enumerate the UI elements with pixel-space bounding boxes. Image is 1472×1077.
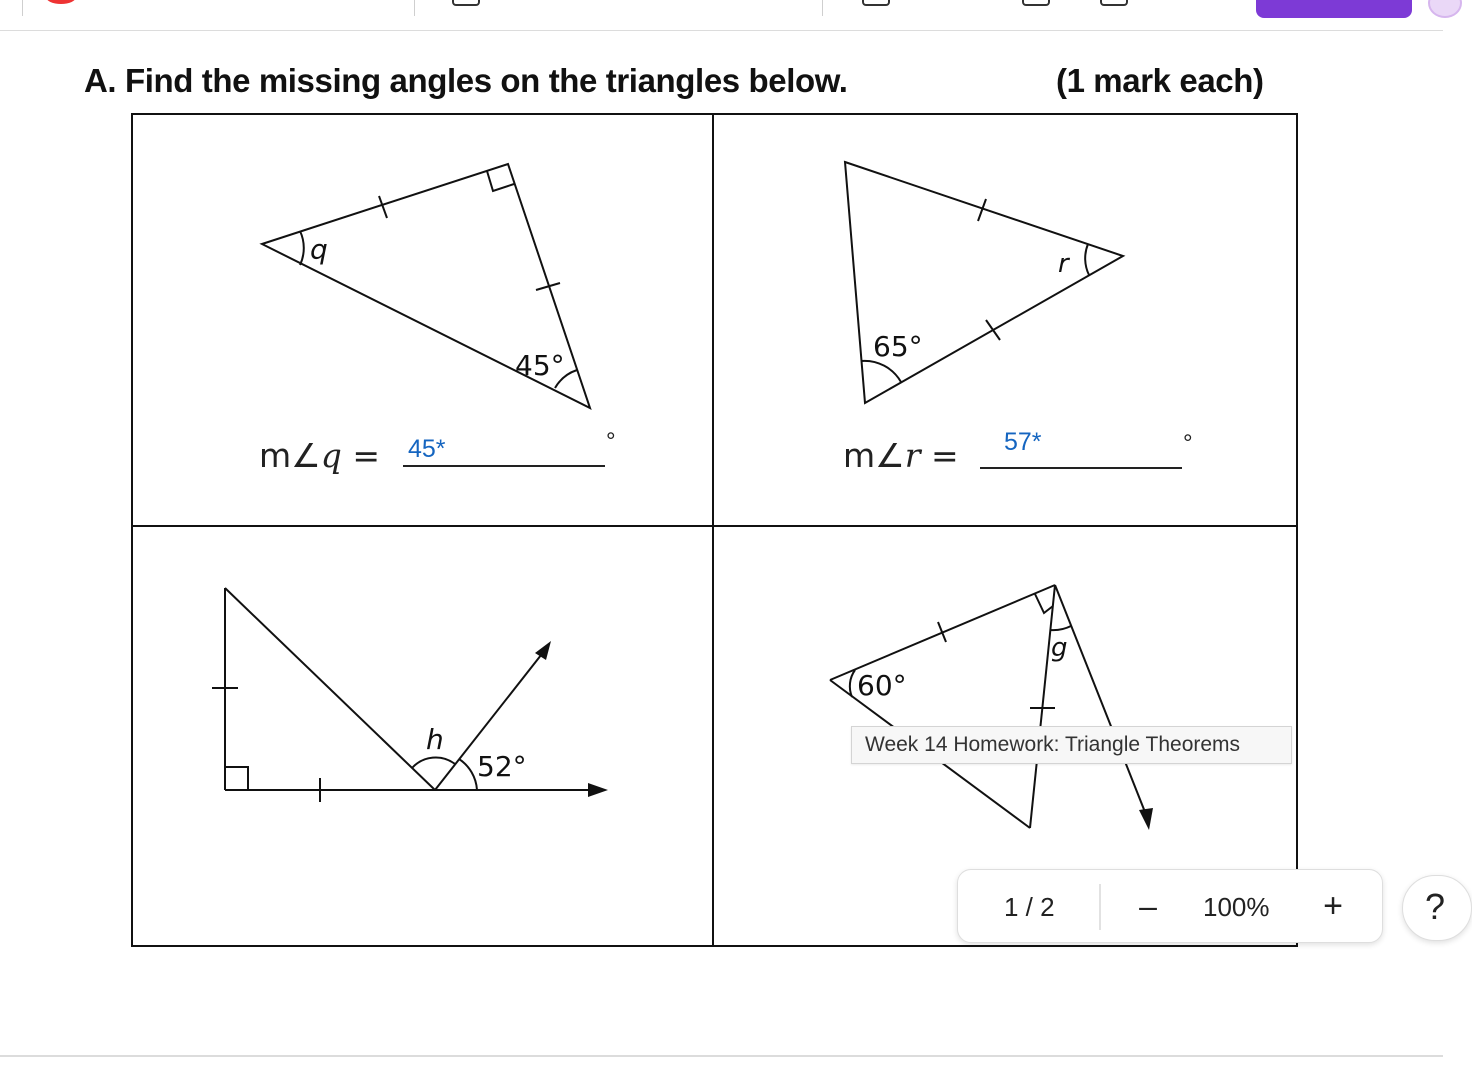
right-angle-marker — [487, 171, 514, 191]
angle-arc-65 — [861, 361, 901, 382]
answer-label-q — [259, 436, 380, 475]
label-52: 52° — [477, 750, 527, 783]
equals-sign: = — [931, 436, 959, 475]
arrowhead — [535, 641, 551, 660]
equals-sign: = — [352, 436, 381, 475]
answer-blank-r[interactable] — [980, 467, 1182, 469]
figure-h — [212, 588, 595, 802]
answer-q[interactable]: 45* — [408, 435, 446, 463]
variable-q: q — [320, 436, 342, 475]
label-60: 60° — [857, 669, 907, 702]
label-45: 45° — [515, 349, 565, 382]
label-q: q — [310, 233, 328, 266]
label-65: 65° — [873, 330, 923, 363]
answer-blank-q[interactable] — [403, 465, 605, 467]
label-r: r — [1058, 249, 1069, 279]
figure-r — [845, 162, 1123, 403]
answer-r[interactable]: 57* — [1004, 428, 1042, 456]
angle-arc-q — [300, 231, 304, 265]
arrowhead — [588, 783, 608, 797]
angle-arc-h — [412, 758, 455, 768]
angle-arc-52 — [459, 759, 477, 790]
question-heading: A. Find the missing angles on the triangles below. — [84, 62, 848, 99]
label-h: h — [426, 723, 444, 756]
zoom-divider — [1099, 884, 1101, 930]
zoom-out-button[interactable]: – — [1139, 888, 1157, 924]
right-angle-marker — [1035, 594, 1053, 613]
label-g: g — [1051, 633, 1068, 663]
tick-mark — [379, 196, 387, 218]
right-angle-marker — [225, 767, 248, 790]
marks-label: (1 mark each) — [1056, 62, 1264, 99]
angle-arc-r — [1085, 244, 1089, 275]
angle-arc-60 — [850, 670, 855, 697]
measure-prefix: m∠ — [843, 436, 905, 475]
zoom-level: 100% — [1203, 892, 1270, 922]
tick-mark — [986, 320, 1000, 340]
zoom-in-button[interactable]: + — [1323, 887, 1343, 925]
document-title-tooltip: Week 14 Homework: Triangle Theorems — [851, 726, 1292, 764]
page-indicator: 1 / 2 — [1004, 892, 1055, 922]
zoom-controls — [957, 869, 1383, 943]
measure-prefix: m∠ — [259, 436, 321, 475]
angle-arc-g — [1050, 626, 1071, 630]
figure-g — [830, 585, 1145, 828]
variable-r: r — [904, 436, 921, 475]
help-button[interactable]: ? — [1402, 875, 1472, 941]
answer-label-r — [843, 436, 959, 475]
degree-symbol: ° — [1183, 430, 1193, 457]
arrowhead — [1139, 808, 1153, 830]
degree-symbol: ° — [606, 428, 616, 455]
page-bottom-border — [0, 1055, 1443, 1057]
